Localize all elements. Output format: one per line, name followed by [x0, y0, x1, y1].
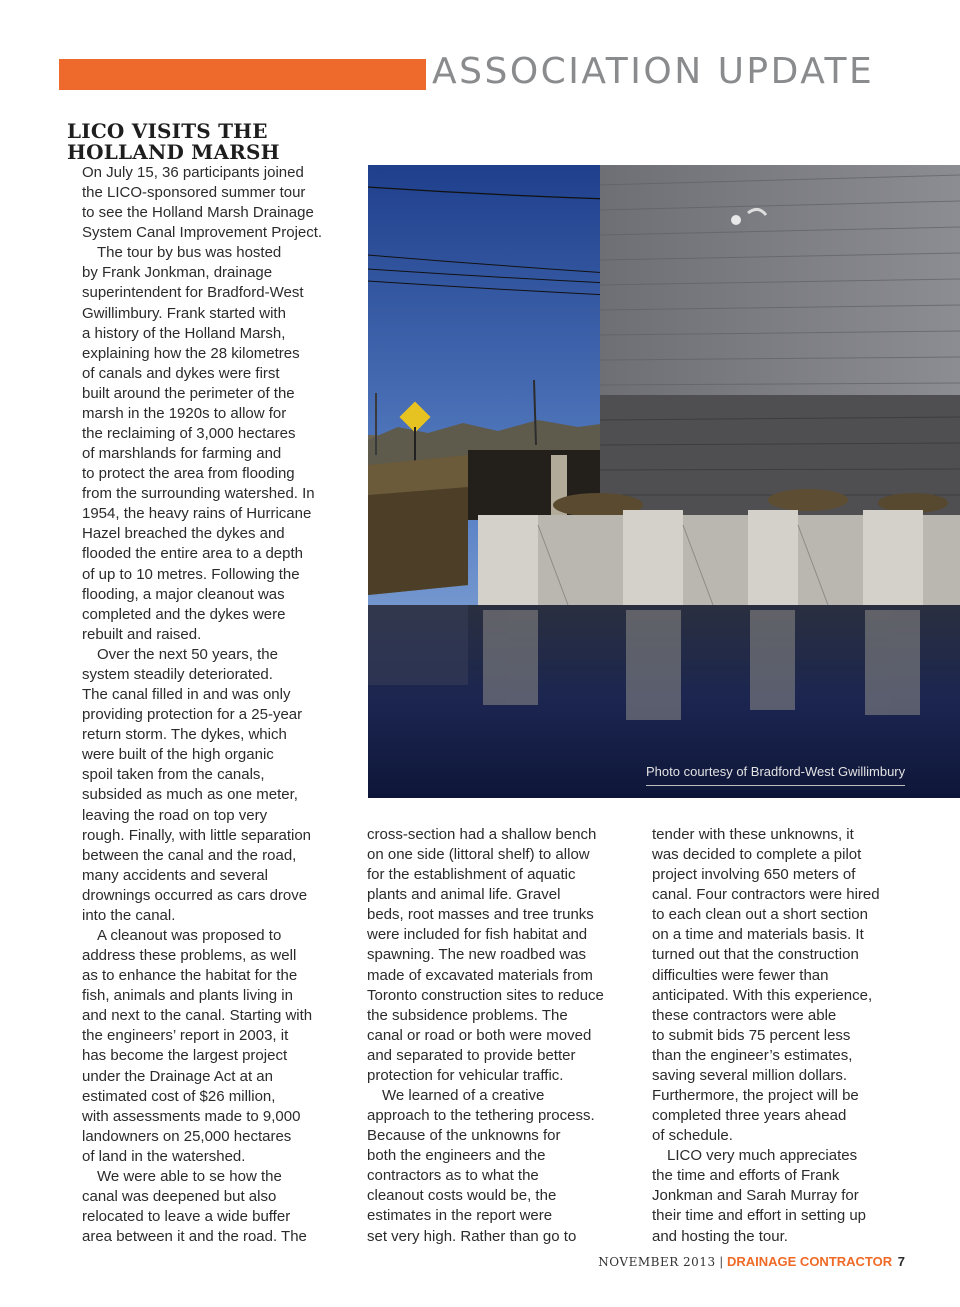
- article-line: was decided to complete a pilot: [652, 846, 862, 864]
- article-line: landowners on 25,000 hectares: [82, 1127, 292, 1145]
- article-line: relocated to leave a wide buffer: [82, 1208, 291, 1226]
- article-line: LICO very much appreciates: [667, 1147, 858, 1165]
- article-line: leaving the road on top very: [82, 806, 268, 824]
- article-line: between the canal and the road,: [82, 846, 297, 864]
- article-line: 1954, the heavy rains of Hurricane: [82, 505, 312, 523]
- article-line: and hosting the tour.: [652, 1227, 788, 1245]
- article-line: A cleanout was proposed to: [97, 926, 282, 944]
- article-line: the reclaiming of 3,000 hectares: [82, 425, 296, 443]
- article-line: under the Drainage Act at an: [82, 1067, 273, 1085]
- article-line: for the establishment of aquatic: [367, 866, 576, 884]
- article-line: on one side (littoral shelf) to allow: [367, 846, 590, 864]
- article-line: system steadily deteriorated.: [82, 665, 273, 683]
- article-line: The canal filled in and was only: [82, 686, 291, 704]
- article-line: of canals and dykes were first: [82, 364, 280, 382]
- article-line: than the engineer’s estimates,: [652, 1046, 853, 1064]
- article-line: their time and effort in setting up: [652, 1207, 867, 1225]
- canal-photo-illustration: [368, 165, 960, 798]
- article-line: set very high. Rather than go to: [367, 1227, 577, 1245]
- article-line: project involving 650 meters of: [652, 866, 856, 884]
- article-line: into the canal.: [82, 906, 176, 924]
- article-line: on a time and materials basis. It: [652, 926, 864, 944]
- article-line: approach to the tethering process.: [367, 1107, 595, 1125]
- headline-line-1: LICO VISITS THE: [67, 119, 268, 143]
- article-line: and next to the canal. Starting with: [82, 1007, 313, 1025]
- article-line: of land in the watershed.: [82, 1147, 246, 1165]
- article-line: On July 15, 36 participants joined: [82, 164, 304, 181]
- article-line: estimated cost of $26 million,: [82, 1087, 276, 1105]
- issue-date: NOVEMBER 2013: [598, 1255, 716, 1269]
- article-line: to protect the area from flooding: [82, 465, 295, 483]
- article-line: to each clean out a short section: [652, 906, 868, 924]
- article-line: protection for vehicular traffic.: [367, 1066, 564, 1084]
- article-line: tender with these unknowns, it: [652, 826, 854, 843]
- article-line: made of excavated materials from: [367, 966, 593, 984]
- article-line: many accidents and several: [82, 866, 268, 884]
- article-line: of up to 10 metres. Following the: [82, 565, 300, 583]
- article-line: of schedule.: [652, 1127, 733, 1145]
- article-line: flooded the entire area to a depth: [82, 545, 304, 563]
- article-line: estimates in the report were: [367, 1207, 553, 1225]
- article-line: beds, root masses and tree trunks: [367, 906, 594, 924]
- article-line: the LICO-sponsored summer tour: [82, 184, 306, 202]
- article-line: these contractors were able: [652, 1006, 837, 1024]
- article-line: canal was deepened but also: [82, 1187, 277, 1205]
- section-title: ASSOCIATION UPDATE: [432, 51, 875, 92]
- article-line: spawning. The new roadbed was: [367, 946, 587, 964]
- article-line: fish, animals and plants living in: [82, 987, 293, 1005]
- article-line: saving several million dollars.: [652, 1066, 848, 1084]
- article-line: anticipated. With this experience,: [652, 986, 873, 1004]
- article-line: turned out that the construction: [652, 946, 859, 964]
- article-line: We learned of a creative: [382, 1087, 545, 1105]
- article-line: to see the Holland Marsh Drainage: [82, 204, 314, 222]
- article-line: the subsidence problems. The: [367, 1006, 568, 1024]
- page-number: 7: [897, 1254, 905, 1269]
- article-line: Toronto construction sites to reduce: [367, 986, 604, 1004]
- footer-separator: |: [719, 1254, 723, 1269]
- article-line: were included for fish habitat and: [367, 926, 588, 944]
- page-footer: [598, 1254, 905, 1269]
- article-line: spoil taken from the canals,: [82, 766, 265, 784]
- article-line: from the surrounding watershed. In: [82, 485, 315, 503]
- article-line: cross-section had a shallow bench: [367, 826, 597, 843]
- headline-line-2: HOLLAND MARSH: [67, 140, 280, 164]
- article-line: rebuilt and raised.: [82, 625, 202, 643]
- publication-name: DRAINAGE CONTRACTOR: [726, 1254, 893, 1269]
- article-line: rough. Finally, with little separation: [82, 826, 311, 844]
- article-line: The tour by bus was hosted: [97, 244, 282, 262]
- article-line: providing protection for a 25-year: [82, 706, 303, 724]
- article-line: as to enhance the habitat for the: [82, 967, 298, 985]
- article-line: the time and efforts of Frank: [652, 1167, 840, 1185]
- article-column-3: [652, 825, 912, 1247]
- article-line: a history of the Holland Marsh,: [82, 324, 286, 342]
- article-line: canal or road or both were moved: [367, 1026, 592, 1044]
- article-line: subsided as much as one meter,: [82, 786, 298, 804]
- article-line: Over the next 50 years, the: [97, 645, 278, 663]
- article-line: of marshlands for farming and: [82, 445, 282, 463]
- article-line: with assessments made to 9,000: [82, 1107, 301, 1125]
- article-line: the engineers’ report in 2003, it: [82, 1027, 289, 1045]
- photo-caption: Photo courtesy of Bradford-West Gwillimbury: [646, 764, 905, 786]
- article-line: explaining how the 28 kilometres: [82, 344, 300, 362]
- article-line: difficulties were fewer than: [652, 966, 829, 984]
- article-line: address these problems, as well: [82, 947, 297, 965]
- article-line: Because of the unknowns for: [367, 1127, 561, 1145]
- article-line: canal. Four contractors were hired: [652, 886, 880, 904]
- article-line: marsh in the 1920s to allow for: [82, 404, 287, 422]
- article-line: plants and animal life. Gravel: [367, 886, 561, 904]
- article-column-1: [82, 163, 352, 1247]
- article-line: Hazel breached the dykes and: [82, 525, 285, 543]
- article-line: return storm. The dykes, which: [82, 726, 287, 744]
- article-line: to submit bids 75 percent less: [652, 1026, 851, 1044]
- article-line: both the engineers and the: [367, 1147, 546, 1165]
- article-column-2: [367, 825, 627, 1247]
- article-line: completed three years ahead: [652, 1107, 847, 1125]
- article-line: completed and the dykes were: [82, 605, 286, 623]
- article-line: were built of the high organic: [82, 746, 274, 764]
- article-line: cleanout costs would be, the: [367, 1187, 557, 1205]
- article-line: has become the largest project: [82, 1047, 288, 1065]
- article-line: Gwillimbury. Frank started with: [82, 304, 286, 322]
- article-headline: [67, 121, 337, 163]
- article-line: System Canal Improvement Project.: [82, 224, 323, 242]
- article-line: flooding, a major cleanout was: [82, 585, 285, 603]
- article-line: built around the perimeter of the: [82, 384, 295, 402]
- article-line: Jonkman and Sarah Murray for: [652, 1187, 859, 1205]
- section-accent-bar: [59, 59, 426, 90]
- article-line: drownings occurred as cars drove: [82, 886, 308, 904]
- article-line: area between it and the road. The: [82, 1228, 307, 1246]
- article-line: Furthermore, the project will be: [652, 1087, 859, 1105]
- article-line: contractors as to what the: [367, 1167, 539, 1185]
- article-line: by Frank Jonkman, drainage: [82, 264, 273, 282]
- article-line: superintendent for Bradford-West: [82, 284, 304, 302]
- article-line: We were able to se how the: [97, 1167, 282, 1185]
- article-line: and separated to provide better: [367, 1046, 576, 1064]
- canal-photo: [368, 165, 960, 798]
